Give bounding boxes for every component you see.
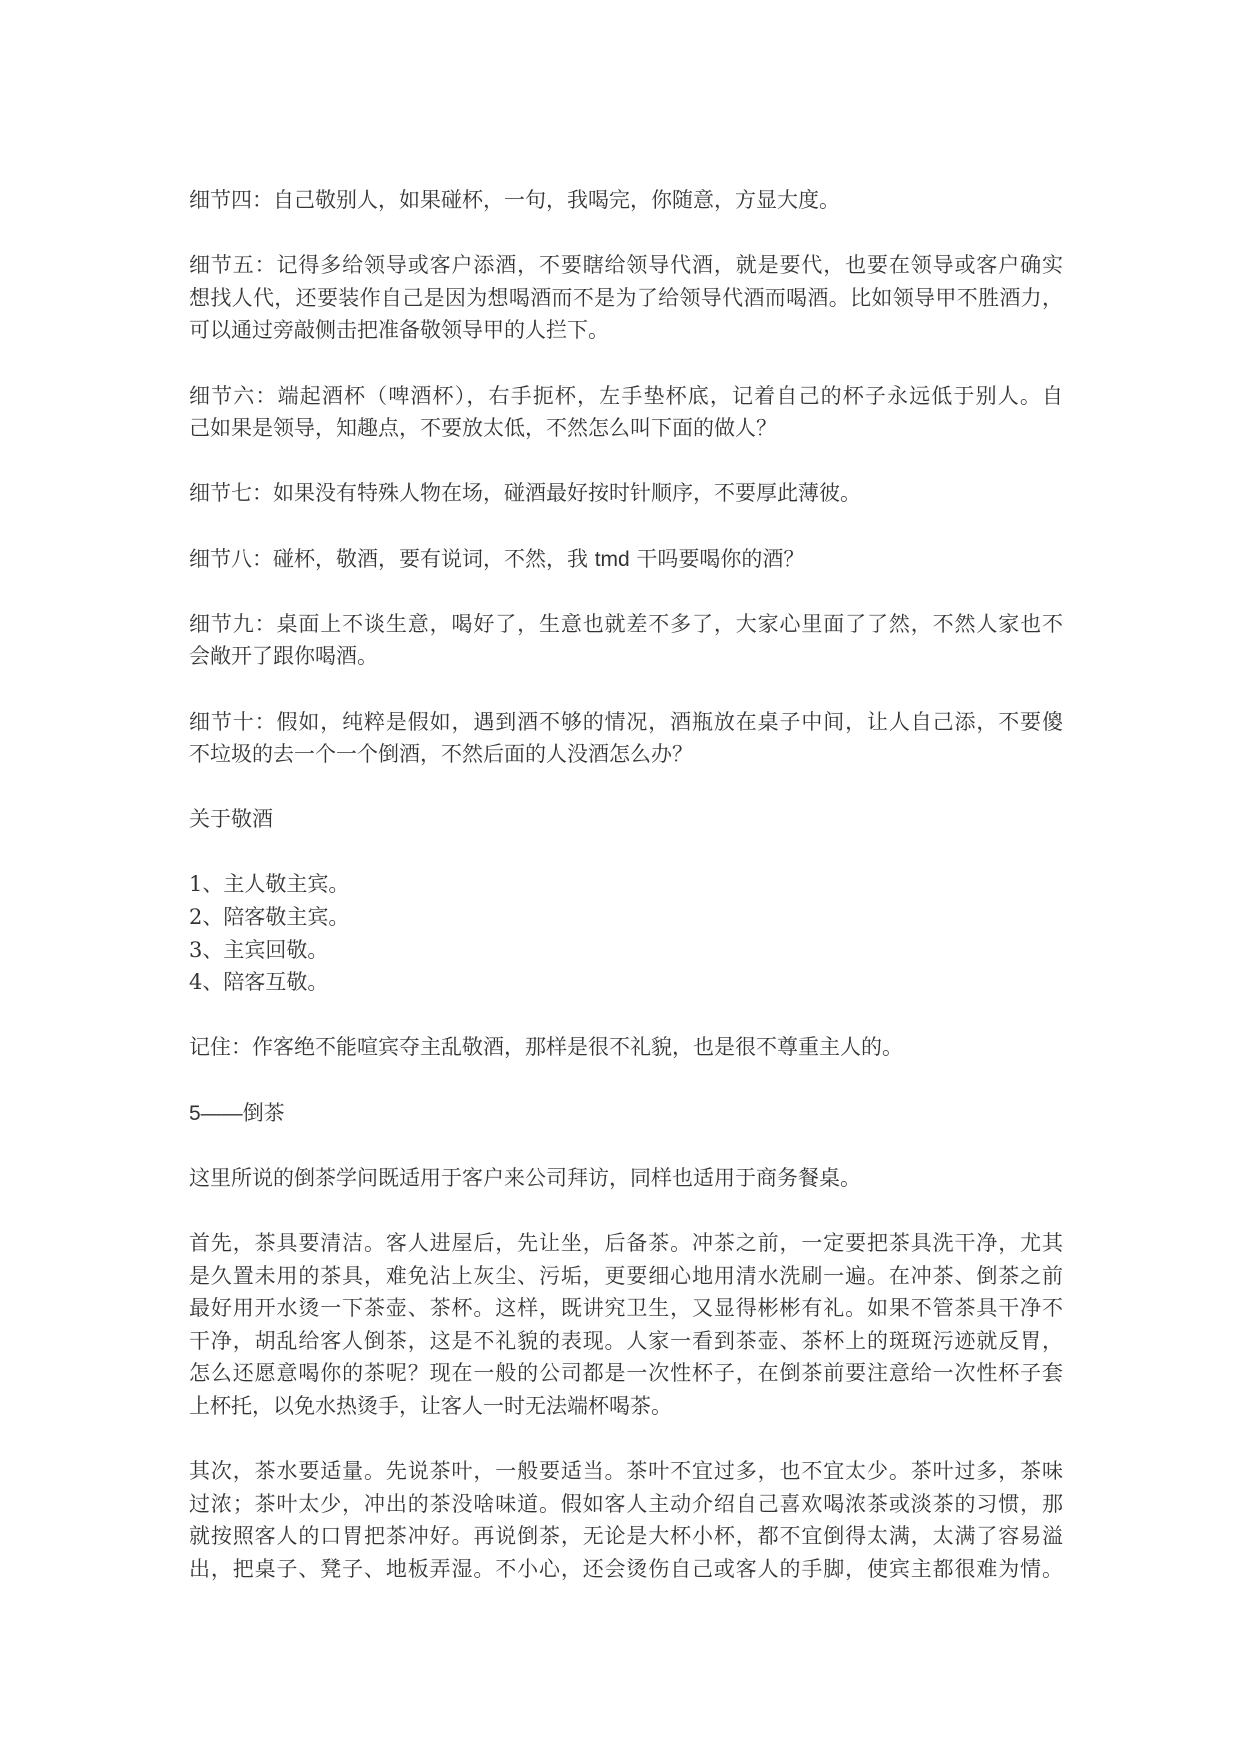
- paragraph-line: 细节六：端起酒杯（啤酒杯），右手扼杯，左手垫杯底，记着自己的杯子永远低于别人。自: [189, 383, 1063, 408]
- tea-second-paragraph: [189, 1455, 1063, 1585]
- paragraph-line: 首先，茶具要清洁。客人进屋后，先让坐，后备茶。冲茶之前，一定要把茶具洗干净，尤其: [189, 1231, 1063, 1255]
- list-item: 4、陪客互敬。: [189, 970, 329, 995]
- paragraph-line: 怎么还愿意喝你的茶呢？现在一般的公司都是一次性杯子，在倒茶前要注意给一次性杯子套: [189, 1361, 1063, 1386]
- paragraph-line: 不垃圾的去一个一个倒酒，不然后面的人没酒怎么办？: [189, 742, 693, 767]
- detail-5-paragraph: [189, 249, 1063, 347]
- detail-10-paragraph: [189, 706, 1063, 771]
- paragraph-line: 上杯托，以免水热烫手，让客人一时无法端杯喝茶。: [189, 1393, 672, 1418]
- paragraph-line: 细节四：自己敬别人，如果碰杯，一句，我喝完，你随意，方显大度。: [189, 188, 840, 212]
- paragraph-line: 想找人代，还要装作自己是因为想喝酒而不是为了给领导代酒而喝酒。比如领导甲不胜酒力，: [189, 285, 1063, 310]
- toast-section-title: [189, 803, 1063, 836]
- paragraph-line: 细节九：桌面上不谈生意，喝好了，生意也就差不多了，大家心里面了了然，不然人家也不: [189, 611, 1063, 636]
- latin-word: tmd: [594, 547, 630, 571]
- line-text-after: 干吗要喝你的酒？: [629, 546, 805, 571]
- paragraph-line: 这里所说的倒茶学问既适用于客户来公司拜访，同样也适用于商务餐桌。: [189, 1165, 861, 1190]
- paragraph-line: 记住：作客绝不能喧宾夺主乱敬酒，那样是很不礼貌，也是很不尊重主人的。: [189, 1035, 903, 1060]
- paragraph-line: 关于敬酒: [189, 807, 273, 832]
- detail-8-paragraph: [189, 543, 1063, 576]
- toast-order-list: [189, 868, 1063, 998]
- paragraph-line: 干净，胡乱给客人倒茶，这是不礼貌的表现。人家一看到茶壶、茶杯上的斑斑污迹就反胃，: [189, 1328, 1063, 1353]
- detail-4-paragraph: [189, 184, 1063, 217]
- paragraph-line: 最好用开水烫一下茶壶、茶杯。这样，既讲究卫生，又显得彬彬有礼。如果不管茶具干净不: [189, 1296, 1063, 1321]
- section-title: 倒茶: [242, 1100, 285, 1125]
- line-text-before: 细节八：碰杯，敬酒，要有说词，不然，我: [189, 546, 595, 571]
- list-item: 1、主人敬主宾。: [189, 872, 350, 897]
- heading-line: [189, 1097, 1063, 1130]
- detail-7-paragraph: [189, 477, 1063, 510]
- paragraph-line: 可以通过旁敲侧击把准备敬领导甲的人拦下。: [189, 318, 609, 343]
- section-number: 5——: [189, 1101, 243, 1125]
- paragraph-line: [189, 543, 1063, 576]
- list-item: 2、陪客敬主宾。: [189, 905, 350, 930]
- paragraph-line: 细节七：如果没有特殊人物在场，碰酒最好按时针顺序，不要厚此薄彼。: [189, 481, 861, 506]
- paragraph-line: 过浓；茶叶太少，冲出的茶没啥味道。假如客人主动介绍自己喜欢喝浓茶或淡茶的习惯，那: [189, 1491, 1063, 1516]
- list-item: 3、主宾回敬。: [189, 937, 329, 962]
- detail-9-paragraph: [189, 608, 1063, 673]
- paragraph-line: 己如果是领导，知趣点，不要放太低，不然怎么叫下面的做人？: [189, 416, 777, 441]
- paragraph-line: 出，把桌子、凳子、地板弄湿。不小心，还会烫伤自己或客人的手脚，使宾主都很难为情。: [189, 1556, 1063, 1581]
- paragraph-line: 其次，茶水要适量。先说茶叶，一般要适当。茶叶不宜过多，也不宜太少。茶叶过多，茶味: [189, 1459, 1063, 1484]
- tea-first-paragraph: [189, 1227, 1063, 1423]
- tea-intro-paragraph: [189, 1162, 1063, 1195]
- remember-paragraph: [189, 1031, 1063, 1064]
- paragraph-line: 是久置未用的茶具，难免沾上灰尘、污垢，更要细心地用清水洗刷一遍。在冲茶、倒茶之前: [189, 1263, 1063, 1288]
- paragraph-line: 细节五：记得多给领导或客户添酒，不要瞎给领导代酒，就是要代，也要在领导或客户确实: [189, 253, 1063, 278]
- paragraph-line: 会敞开了跟你喝酒。: [189, 644, 378, 669]
- paragraph-line: 细节十：假如，纯粹是假如，遇到酒不够的情况，酒瓶放在桌子中间，让人自己添，不要傻: [189, 709, 1063, 734]
- paragraph-line: 就按照客人的口胃把茶冲好。再说倒茶，无论是大杯小杯，都不宜倒得太满，太满了容易溢: [189, 1524, 1063, 1549]
- section-heading: [189, 1097, 1063, 1130]
- document-body: [189, 184, 1063, 1618]
- detail-6-paragraph: [189, 380, 1063, 445]
